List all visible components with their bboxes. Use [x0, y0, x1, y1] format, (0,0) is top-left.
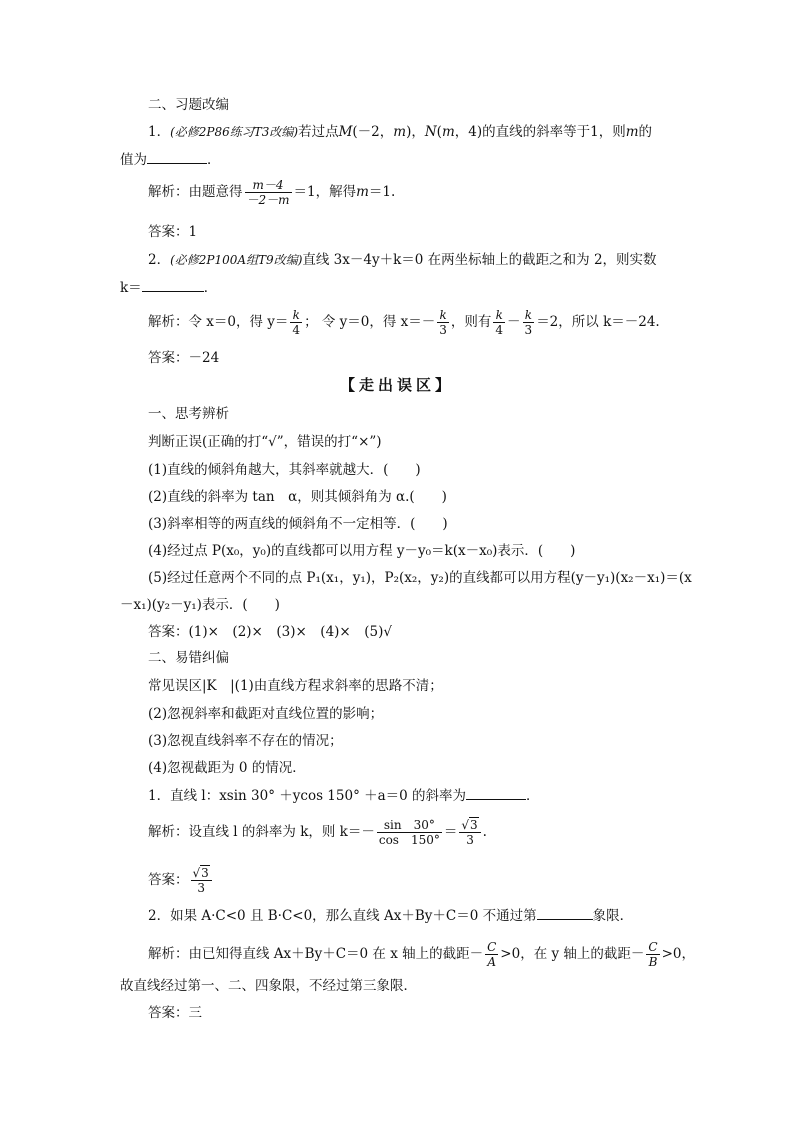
- fraction: $\frac{k}{3}$: [524, 308, 533, 337]
- judgment-item-5: (5)经过任意两个不同的点 P₁(x₁，y₁)，P₂(x₂，y₂)的直线都可以用方程(y－y₁)(x₂－x₁)＝(x: [148, 570, 692, 586]
- heading-error-correction: 二、易错纠偏: [148, 650, 229, 666]
- error-question-2: 2．如果 A·C<0 且 B·C<0，那么直线 Ax＋By＋C＝0 不通过第 象限．: [148, 908, 634, 924]
- heading-exercise-adaptation: 二、习题改编: [148, 97, 229, 113]
- error-question-2-answer: 答案：三: [148, 1005, 202, 1021]
- heading-thinking: 一、思考辨析: [148, 406, 229, 422]
- fraction: $\frac{\sin 30^\circ}{\cos 150^\circ}$: [378, 818, 440, 847]
- fraction: $\frac{k}{4}$: [495, 308, 504, 337]
- answer-blank: [466, 786, 526, 800]
- fraction: $\frac{√3}{3}$: [191, 866, 212, 895]
- fraction: $\frac{C}{A}$: [487, 940, 497, 969]
- judgment-item-3: (3)斜率相等的两直线的倾斜角不一定相等．( ): [148, 516, 448, 532]
- answer-blank: [142, 278, 204, 292]
- judgment-item-4: (4)经过点 P(x₀，y₀)的直线都可以用方程 y－y₀＝k(x－x₀)表示．( ): [148, 543, 576, 559]
- judgment-item-1: (1)直线的倾斜角越大，其斜率就越大．( ): [148, 462, 421, 478]
- fraction: $\frac{m-4}{-2-m}$: [246, 178, 290, 207]
- common-error-4: (4)忽视截距为 0 的情况．: [148, 760, 306, 776]
- question-1-answer: 答案：1: [148, 224, 198, 240]
- question-2-line-2: k＝ ．: [120, 280, 218, 296]
- question-2-answer: 答案：－24: [148, 350, 220, 366]
- fraction: $\frac{C}{B}$: [648, 940, 658, 969]
- question-2-solution: 解析：令 x＝0，得 y＝ $\frac{k}{4}$ ； 令 y＝0，得 x＝－ $\frac{k}{3}$ ，则有 $\frac{k}{4}$ － $\frac{k}{3}$ ＝2，所以 k＝－24.: [148, 308, 660, 337]
- question-1-line-1: 1．(必修2P86练习T3改编)若过点M(－2，m)，N(m，4)的直线的斜率等于1，则m的: [148, 124, 653, 140]
- section-title: 【走出误区】: [339, 376, 454, 394]
- question-1-solution: 解析：由题意得 $\frac{m-4}{-2-m}$ ＝1，解得m＝1.: [148, 178, 396, 207]
- fraction: $\frac{√3}{3}$: [459, 818, 480, 847]
- error-question-2-solution-cont: 故直线经过第一、二、四象限，不经过第三象限．: [120, 978, 417, 994]
- common-error-3: (3)忽视直线斜率不存在的情况；: [148, 733, 343, 749]
- common-errors-intro: 常见误区|K |(1)由直线方程求斜率的思路不清；: [148, 678, 443, 694]
- answer-blank: [537, 906, 593, 920]
- source-note: (必修2P100A组T9改编): [170, 253, 303, 267]
- error-question-1-answer: 答案： $\frac{√3}{3}$: [148, 866, 214, 895]
- error-question-1: 1．直线 l：xsin 30° ＋ycos 150° ＋a＝0 的斜率为 ．: [148, 788, 540, 804]
- common-error-2: (2)忽视斜率和截距对直线位置的影响；: [148, 706, 384, 722]
- question-2-line-1: 2．(必修2P100A组T9改编)直线 3x－4y＋k＝0 在两坐标轴上的截距之和为 2，则实数: [148, 252, 657, 268]
- judgment-item-5-cont: －x₁)(y₂－y₁)表示．( ): [120, 597, 280, 613]
- error-question-1-solution: 解析：设直线 l 的斜率为 k，则 k＝－ $\frac{\sin 30^\circ}{\cos 150^\circ}$ ＝ $\frac{√3}{3}$ .: [148, 818, 487, 847]
- answer-blank: [147, 150, 207, 164]
- fraction: $\frac{k}{4}$: [292, 308, 301, 337]
- question-1-line-2: 值为 ．: [120, 152, 221, 168]
- judgment-item-2: (2)直线的斜率为 tan α，则其倾斜角为 α.( ): [148, 489, 447, 505]
- fraction: $\frac{k}{3}$: [439, 308, 447, 337]
- judgment-intro: 判断正误(正确的打“√”，错误的打“×”): [148, 434, 382, 450]
- error-question-2-solution: 解析：由已知得直线 Ax＋By＋C＝0 在 x 轴上的截距－ $\frac{C}{A}$ >0，在 y 轴上的截距－ $\frac{C}{B}$ >0，: [148, 940, 696, 969]
- judgment-answer: 答案：(1)× (2)× (3)× (4)× (5)√: [148, 624, 392, 640]
- source-note: (必修2P86练习T3改编): [170, 125, 299, 139]
